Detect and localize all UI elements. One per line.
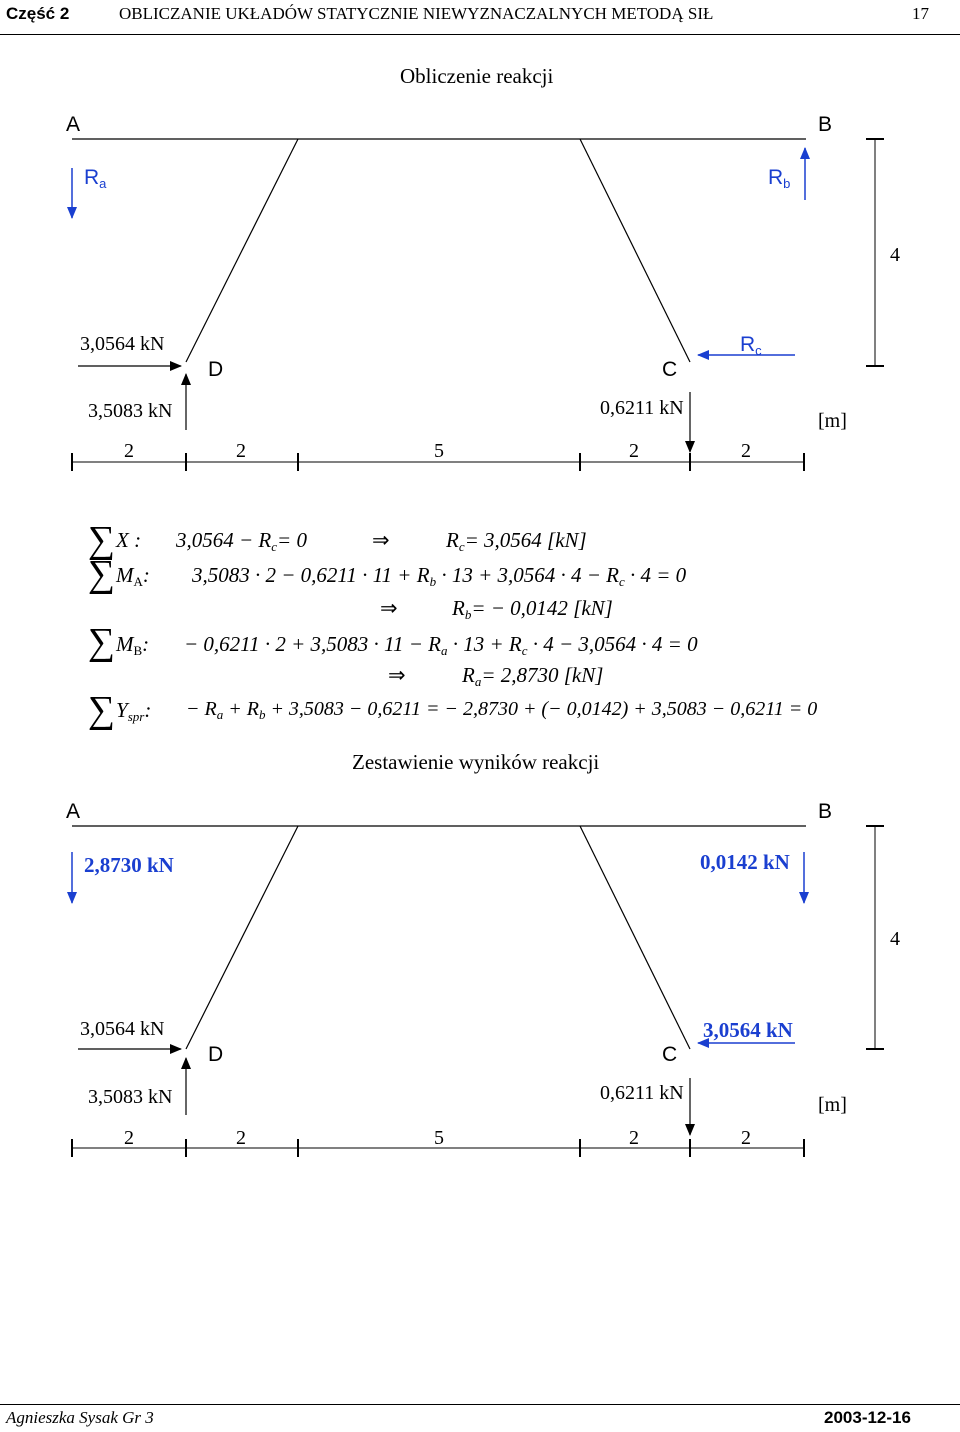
equation-ma: ∑: [88, 553, 116, 595]
header-part: Część 2: [6, 4, 70, 23]
reaction-b-value-2: 0,0142 kN: [700, 850, 790, 874]
span-1-2: 2: [236, 440, 246, 462]
node-c-label-2: C: [662, 1043, 678, 1066]
node-b-label-1: B: [818, 113, 833, 136]
equation-y-label: $Y_{spr}$:: [116, 698, 152, 724]
equation-x-body: $3,0564 - R_c= 0$: [176, 528, 307, 554]
section2-title: Zestawienie wyników reakcji: [352, 750, 600, 774]
strut-right-1: [580, 139, 690, 362]
equation-y-body: − $R_a + R_b + 3,5083 - 0,6211$ = − 2,8730 + (− 0,0142) + 3,5083 − 0,6211 = 0: [186, 698, 818, 722]
footer-date: 2003-12-16: [824, 1408, 911, 1427]
implies-3: ⇒: [388, 663, 406, 687]
span-1-4: 2: [629, 440, 639, 462]
height-dim-1: [866, 139, 884, 366]
implies-1: ⇒: [372, 528, 390, 552]
equation-ma-result: $R_b= - 0,0142$ [kN]: [452, 596, 613, 622]
equation-x-label: X :: [116, 528, 142, 552]
height-dim-2: [866, 826, 884, 1049]
equation-ma-body: $3,5083 \cdot 2 - 0,6211 \cdot 11 + R_b \cdot 13 + 3,0564 \cdot 4 - R_c \cdot 4 = 0$: [192, 563, 687, 589]
implies-2: ⇒: [380, 596, 398, 620]
load-vd-label-2: 3,5083 kN: [88, 1086, 173, 1108]
equation-y: ∑: [88, 689, 116, 731]
span-2-5: 2: [741, 1127, 751, 1149]
load-vd-label-1: 3,5083 kN: [88, 400, 173, 422]
header-title: OBLICZANIE UKŁADÓW STATYCZNIE NIEWYZNACZALNYCH METODĄ SIŁ: [119, 4, 714, 23]
strut-right-2: [580, 826, 690, 1049]
node-c-label-1: C: [662, 358, 678, 381]
equation-mb-result: $R_a= 2,8730$ [kN]: [462, 663, 604, 689]
node-a-label-2: A: [66, 800, 81, 823]
load-vc-label-1: 0,6211 kN: [600, 397, 684, 419]
span-2-3: 5: [434, 1127, 444, 1149]
span-2-4: 2: [629, 1127, 639, 1149]
height-label-2: 4: [890, 928, 900, 950]
node-a-label-1: A: [66, 113, 81, 136]
footer-rule: [0, 1404, 960, 1405]
frame-2: [72, 826, 806, 1049]
strut-left-2: [186, 826, 298, 1049]
reaction-a-label-1: $R_a$: [84, 166, 107, 191]
equation-ma-label: $M_A$:: [116, 563, 150, 589]
reaction-c-value-2: 3,0564 kN: [703, 1018, 793, 1042]
span-2-2: 2: [236, 1127, 246, 1149]
node-b-label-2: B: [818, 800, 833, 823]
equation-mb-label: $M_B$:: [116, 632, 150, 658]
span-1-3: 5: [434, 440, 444, 462]
reaction-a-value-2: 2,8730 kN: [84, 853, 174, 877]
node-d-label-1: D: [208, 358, 224, 381]
equation-mb: ∑: [88, 621, 116, 663]
span-1-5: 2: [741, 440, 751, 462]
reaction-b-label-1: $R_b$: [768, 166, 791, 191]
node-d-label-2: D: [208, 1043, 224, 1066]
load-h-label-1: 3,0564 kN: [80, 333, 165, 355]
section1-title: Obliczenie reakcji: [400, 64, 554, 88]
equation-mb-body: − $0,6211 \cdot 2 + 3,5083 \cdot 11 - R_a \cdot 13 + R_c \cdot 4 - 3,0564 \cdot 4 = 0$: [184, 632, 698, 658]
reaction-c-label-1: $R_c$: [740, 333, 762, 358]
load-h-label-2: 3,0564 kN: [80, 1018, 165, 1040]
unit-label-1: [m]: [818, 410, 847, 432]
span-1-1: 2: [124, 440, 134, 462]
equation-x-result: $R_c= 3,0564$ [kN]: [446, 528, 587, 554]
footer-author: Agnieszka Sysak Gr 3: [6, 1408, 154, 1427]
page-number: 17: [912, 4, 929, 23]
strut-left-1: [186, 139, 298, 362]
span-2-1: 2: [124, 1127, 134, 1149]
frame-1: [72, 139, 806, 362]
equation-x: ∑: [88, 519, 116, 561]
height-label-1: 4: [890, 244, 900, 266]
load-vc-label-2: 0,6211 kN: [600, 1082, 684, 1104]
unit-label-2: [m]: [818, 1094, 847, 1116]
